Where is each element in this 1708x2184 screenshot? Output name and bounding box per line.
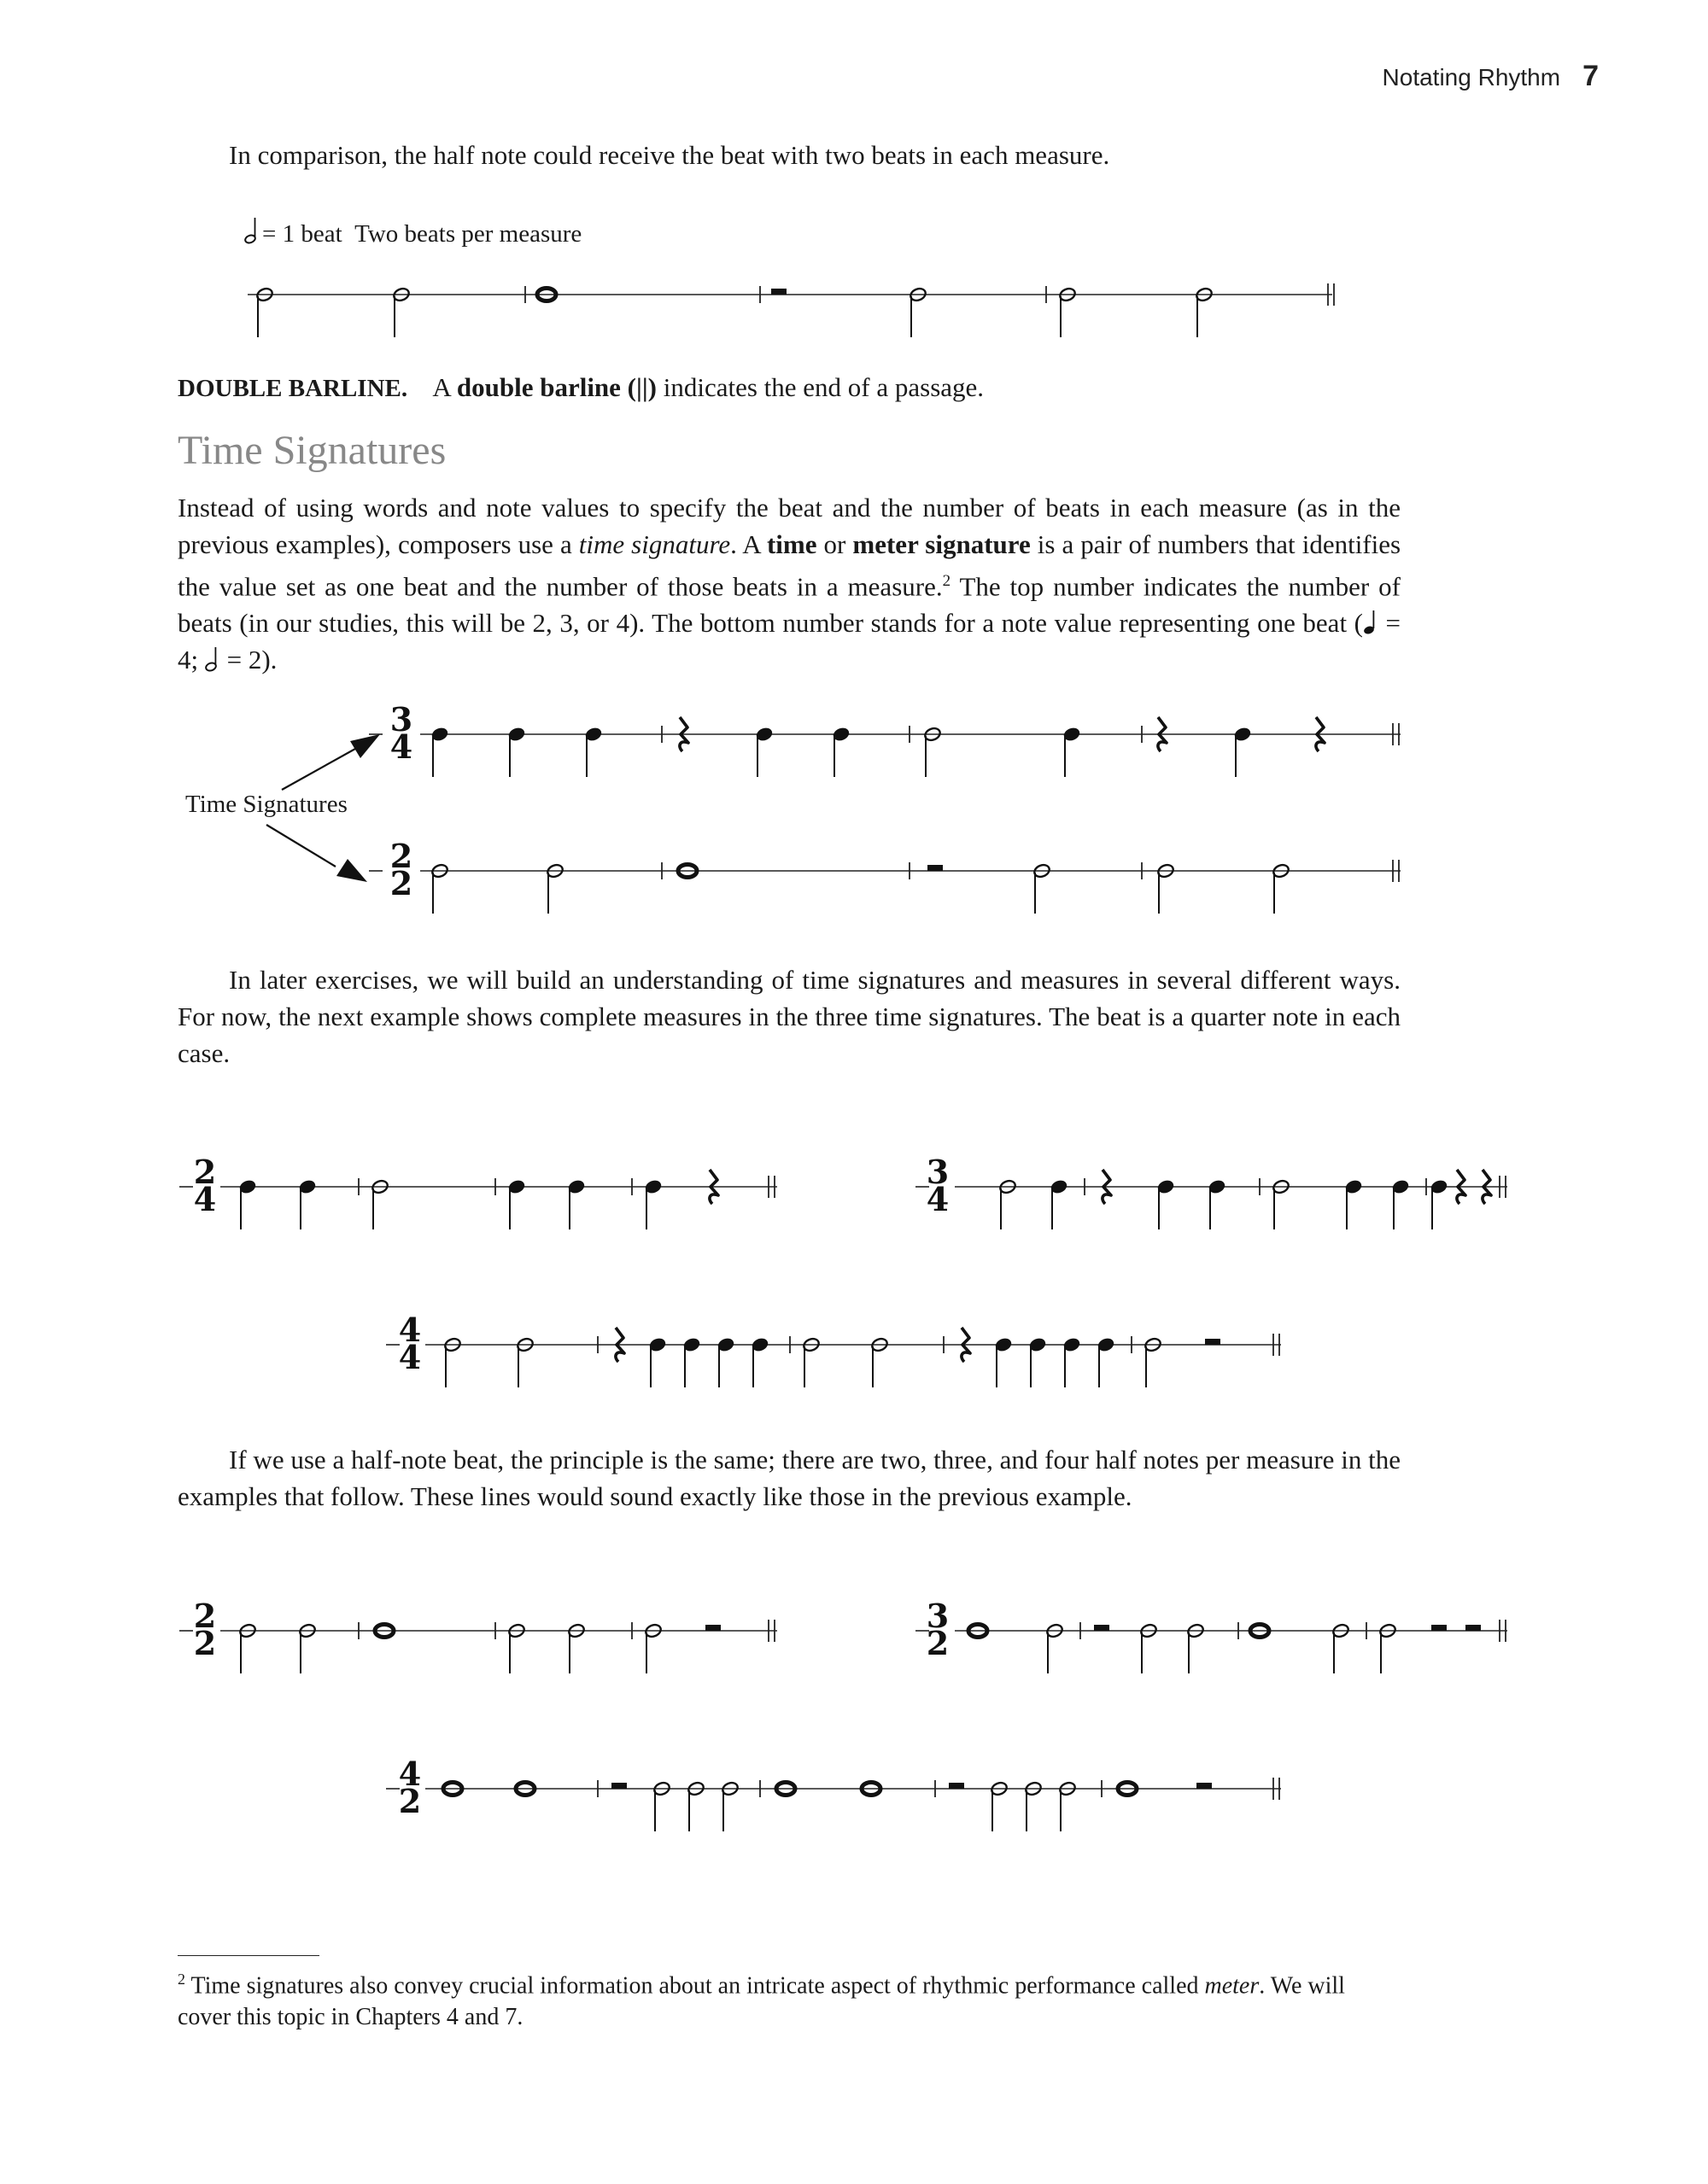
time-signature-bottom: 4 [398,1338,422,1376]
half-rest [1094,1625,1109,1631]
double-barline-text-a: A [432,372,451,402]
intro-paragraph: In comparison, the half note could receive the beat with two beats in each measure. [229,140,1110,170]
time-signature-bottom: 2 [926,1624,950,1662]
ts-text-4: is a pair of numbers that identifies the value set as one beat and the number of those beats in a measure. [178,529,1401,602]
half-rest [1196,1783,1212,1789]
footnote-text-a: Time signatures also convey crucial information about an intricate aspect of rhythmic performance called [190,1972,1199,2000]
half-rest [705,1625,721,1631]
example1-caption-beat: = 1 beat [262,220,342,248]
time-signature-top: 3 [389,700,413,739]
time-signature-top: 3 [926,1597,950,1635]
time-signature-bottom: 4 [389,727,413,766]
time-signature-top: 3 [926,1153,950,1191]
time-signature-top: 4 [398,1311,422,1349]
half-rest [1431,1625,1447,1631]
section-heading: Time Signatures [178,428,447,473]
ts-text-2: . A [730,529,760,559]
time-signature-top: 4 [398,1755,422,1793]
half-rest [949,1783,964,1789]
example1-caption-measure: Two beats per measure [354,220,582,248]
ts-text-3: or [823,529,846,559]
double-barline-text-b: indicates the end of a passage. [663,372,985,402]
time-signature-bottom: 2 [398,1782,422,1820]
time-signature-top: 2 [193,1597,217,1635]
ts-text-5: The top number indicates the number of beats (in our studies, this will be 2, 3, or 4). The bottom number stands for a note value representing one beat ( [178,571,1401,639]
time-signature-bottom: 2 [389,864,413,902]
footnote-rule [178,1955,319,1956]
time-signature-bottom: 4 [926,1180,950,1218]
double-barline-label: DOUBLE BARLINE. [178,375,408,402]
footnote-ref: 2 [942,572,951,590]
figure-label: Time Signatures [185,791,348,818]
time-signature-top: 2 [193,1153,217,1191]
ts-term-time: time [766,529,817,559]
double-barline-term: double barline (||) [456,372,657,402]
paragraph-half-note-beat: If we use a half-note beat, the principle is the same; there are two, three, and four half notes per measure in the examples that follow. These lines would sound exactly like those in the previous example. [178,1445,1401,1511]
footnote-italic: meter [1204,1972,1260,2000]
half-rest [1465,1625,1481,1631]
ts-eq-1: = 4; [178,608,1401,675]
ts-term-meter: meter signature [852,529,1031,559]
time-signature-bottom: 2 [193,1624,217,1662]
footnote-marker: 2 [178,1971,185,1988]
time-signature-top: 2 [389,837,413,875]
footnote [178,1964,1401,2033]
paragraph-later-exercises: In later exercises, we will build an understanding of time signatures and measures in several different ways. For now, the next example shows complete measures in the three time signatures. The beat is a quarter note in each case. [178,965,1401,1068]
footnote-text-b: . We will cover this topic in Chapters 4 and 7. [178,1972,1345,2031]
page-number: 7 [1582,60,1599,92]
time-signature-bottom: 4 [193,1180,217,1218]
half-rest [611,1783,627,1789]
ts-eq-2: = 2). [226,645,278,675]
running-head-title: Notating Rhythm [1382,64,1561,91]
ts-italic-term: time signature [578,529,731,559]
ts-text-1: Instead of using words and note values to specify the beat and the number of beats in each measure (as in the previous examples), composers use a [178,493,1401,559]
